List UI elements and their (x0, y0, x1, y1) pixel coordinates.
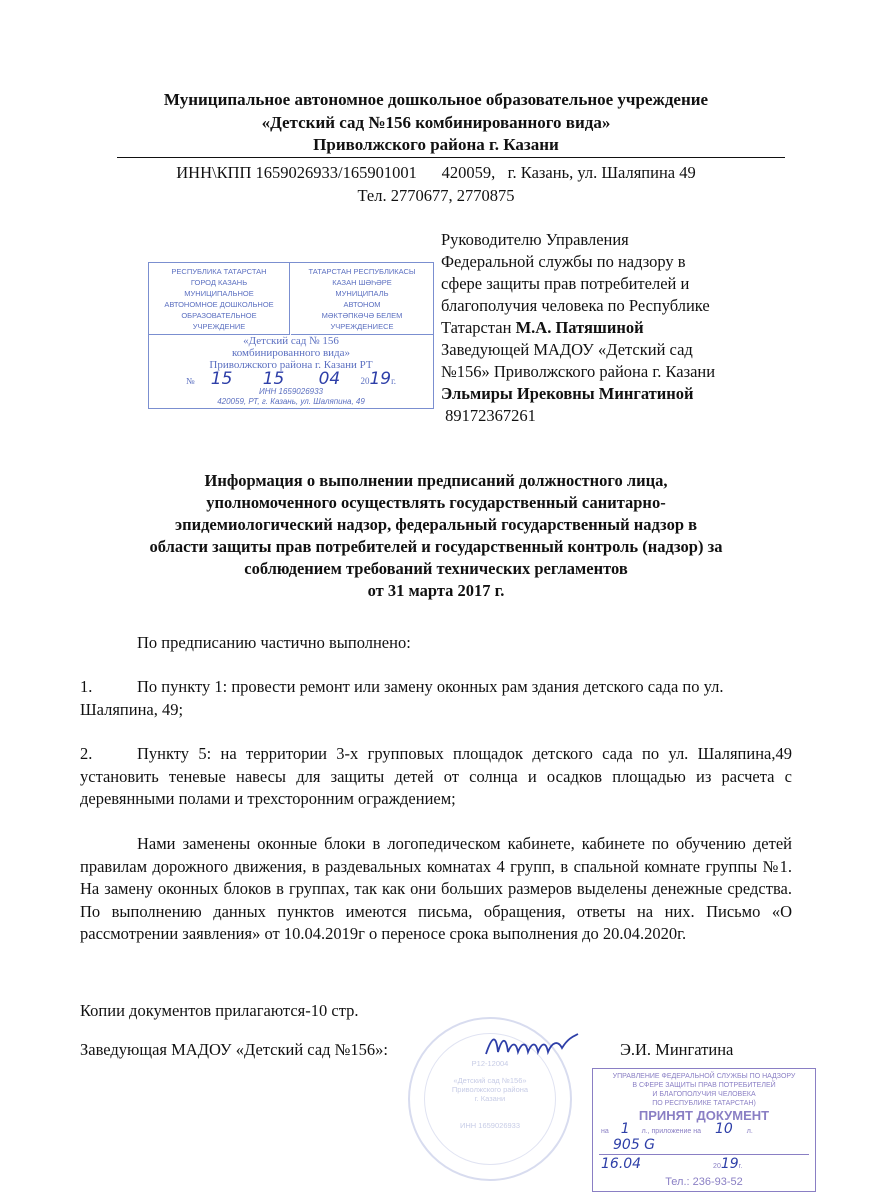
stamp-text: УЧРЕЖДЕНИЕСЕ (330, 322, 394, 331)
document-title (80, 470, 792, 602)
org-line-3: Приволжского района г. Казани (313, 135, 559, 154)
stamp-text: МУНИЦИПАЛЬНОЕ (184, 289, 254, 298)
list-item-2 (80, 743, 792, 811)
copies-note: Копии документов прилагаются-10 стр. (80, 1001, 359, 1020)
seal-text: Приволжского района (451, 1085, 529, 1094)
addressee-line: Руководителю Управления (441, 230, 629, 249)
list-text: По пункту 1: провести ремонт или замену оконных рам здания детского сада по ул. Шаляпина, 49; (80, 677, 724, 719)
stamp-text: УЧРЕЖДЕНИЕ (192, 322, 246, 331)
stamp-text: комбинированного вида» (231, 347, 351, 359)
received-stamp (592, 1068, 816, 1192)
stamp-year: 19 (369, 369, 392, 389)
stamp-text: на (601, 1128, 609, 1135)
main-paragraph: Нами заменены оконные блоки в логопедическом кабинете, кабинете по обучению детей правилам дорожного движения, в раздевальных комнатах 4 групп, в спальной комнате группы №1. На замену оконных блоков в группах, так как они больших размеров выделены денежные средства. По выполнению данных пунктов имеются письма, обращения, ответы на них. Письмо «О рассмотрении заявления» от 10.04.2019г о переносе срока выполнения до 20.04.2020г. (80, 834, 792, 943)
stamp-text: АВТОНОМ (343, 300, 381, 309)
title-line: эпидемиологический надзор, федеральный государственный надзор в (174, 515, 698, 534)
stamp-day: 15 (262, 369, 285, 389)
stamp-text: ТАТАРСТАН РЕСПУБЛИКАСЫ (308, 267, 416, 276)
stamp-text: ГОРОД КАЗАНЬ (190, 278, 248, 287)
letterhead (0, 89, 872, 157)
title-line: соблюдением требований технических регламентов (244, 559, 628, 578)
handwritten-signature (482, 1030, 582, 1065)
intro-paragraph: По предписанию частично выполнено: (137, 633, 411, 652)
signatory-name: Э.И. Мингатина (620, 1040, 734, 1059)
stamp-text: Приволжского района г. Казани РТ (209, 359, 373, 371)
stamp-text: 20 (360, 376, 370, 386)
organization-stamp (148, 262, 434, 409)
org-line-1: Муниципальное автономное дошкольное образовательное учреждение (163, 90, 709, 109)
stamp-month: 04 (318, 369, 341, 389)
stamp-text: л., приложение на (641, 1128, 702, 1135)
stamp-reg-number: 905 G (599, 1136, 809, 1155)
stamp-name-block (149, 335, 433, 407)
title-date: от 31 марта 2017 г. (367, 581, 505, 600)
stamp-sheets: 1 (620, 1121, 630, 1137)
seal-text: Р12-12004 (471, 1059, 509, 1068)
seal-text: г. Казани (474, 1094, 506, 1103)
stamp-text: «Детский сад № 156 (243, 335, 339, 347)
stamp-text: ИНН 1659026933 (259, 387, 323, 396)
stamp-text: РЕСПУБЛИКА ТАТАРСТАН (171, 267, 267, 276)
stamp-text: В СФЕРЕ ЗАЩИТЫ ПРАВ ПОТРЕБИТЕЛЕЙ (632, 1082, 776, 1089)
org-details (0, 162, 872, 207)
phones: Тел. 2770677, 2770875 (357, 185, 515, 205)
list-text: Пункту 5: на территории 3-х групповых площадок детского сада по ул. Шаляпина,49 установить теневые навесы для защиты детей от солнца и осадков площадью из расчета с деревянными полами и трехсторонним ограждением; (80, 744, 792, 808)
stamp-text: 420059, РТ, г. Казань, ул. Шаляпина, 49 (217, 397, 365, 406)
stamp-text: КАЗАН ШӘҺӘРЕ (332, 278, 392, 287)
addressee-line: сфере защиты прав потребителей и (441, 274, 690, 293)
stamp-number-row (149, 369, 433, 389)
stamp-phone: Тел.: 236-93-52 (665, 1176, 743, 1188)
stamp-text: МӘКТӘПКӘЧӘ БЕЛЕМ (321, 311, 403, 320)
addressee-line: благополучия человека по Республике (441, 296, 710, 315)
org-line-2: «Детский сад №156 комбинированного вида» (261, 112, 611, 132)
stamp-text: г. (738, 1163, 743, 1170)
stamp-sheets-row (593, 1121, 815, 1137)
stamp-left-block (149, 263, 290, 335)
title-line: области защиты прав потребителей и государственный контроль (надзор) за (149, 537, 723, 556)
stamp-year: 19 (720, 1156, 739, 1172)
seal-text: «Детский сад №156» (453, 1076, 527, 1085)
list-item-1 (80, 676, 792, 721)
stamp-text: УПРАВЛЕНИЕ ФЕДЕРАЛЬНОЙ СЛУЖБЫ ПО НАДЗОРУ (612, 1073, 796, 1080)
stamp-number: 15 (210, 369, 233, 389)
header-divider (117, 157, 785, 158)
stamp-text: 20 (713, 1163, 721, 1170)
addressee-name: М.А. Патяшиной (515, 318, 644, 337)
sender-phone: 89172367261 (441, 406, 536, 425)
title-line: уполномоченного осуществлять государственный санитарно- (206, 493, 666, 512)
addressee-region: Татарстан (441, 318, 516, 337)
stamp-text: И БЛАГОПОЛУЧИЯ ЧЕЛОВЕКА (652, 1091, 756, 1098)
stamp-date: 16.04 (601, 1156, 642, 1172)
list-number: 2. (80, 744, 93, 763)
sender-line: №156» Приволжского района г. Казани (441, 362, 716, 381)
stamp-text: АВТОНОМНОЕ ДОШКОЛЬНОЕ (164, 300, 274, 309)
addressee-line (441, 317, 841, 339)
inn-address: ИНН\КПП 1659026933/165901001 420059, г. Казань, ул. Шаляпина 49 (176, 163, 696, 182)
stamp-text: г. (391, 376, 397, 386)
addressee-block (441, 229, 841, 427)
sender-line: Заведующей МАДОУ «Детский сад (441, 340, 693, 359)
stamp-text: № (185, 376, 195, 386)
stamp-text: МУНИЦИПАЛЬ (335, 289, 389, 298)
list-number: 1. (80, 677, 93, 696)
stamp-received-label: ПРИНЯТ ДОКУМЕНТ (638, 1108, 770, 1123)
signature-position: Заведующая МАДОУ «Детский сад №156»: (80, 1040, 389, 1059)
stamp-date-row (593, 1155, 815, 1176)
stamp-text: л. (746, 1128, 753, 1135)
stamp-text: ПО РЕСПУБЛИКЕ ТАТАРСТАН) (652, 1100, 756, 1107)
seal-text: ИНН 1659026933 (459, 1121, 521, 1130)
title-line: Информация о выполнении предписаний должностного лица, (204, 471, 668, 490)
addressee-line: Федеральной службы по надзору в (441, 252, 686, 271)
stamp-text: ОБРАЗОВАТЕЛЬНОЕ (181, 311, 257, 320)
stamp-right-block (291, 263, 433, 335)
stamp-appendix: 10 (715, 1121, 733, 1137)
sender-name: Эльмиры Ирековны Мингатиной (441, 384, 694, 403)
